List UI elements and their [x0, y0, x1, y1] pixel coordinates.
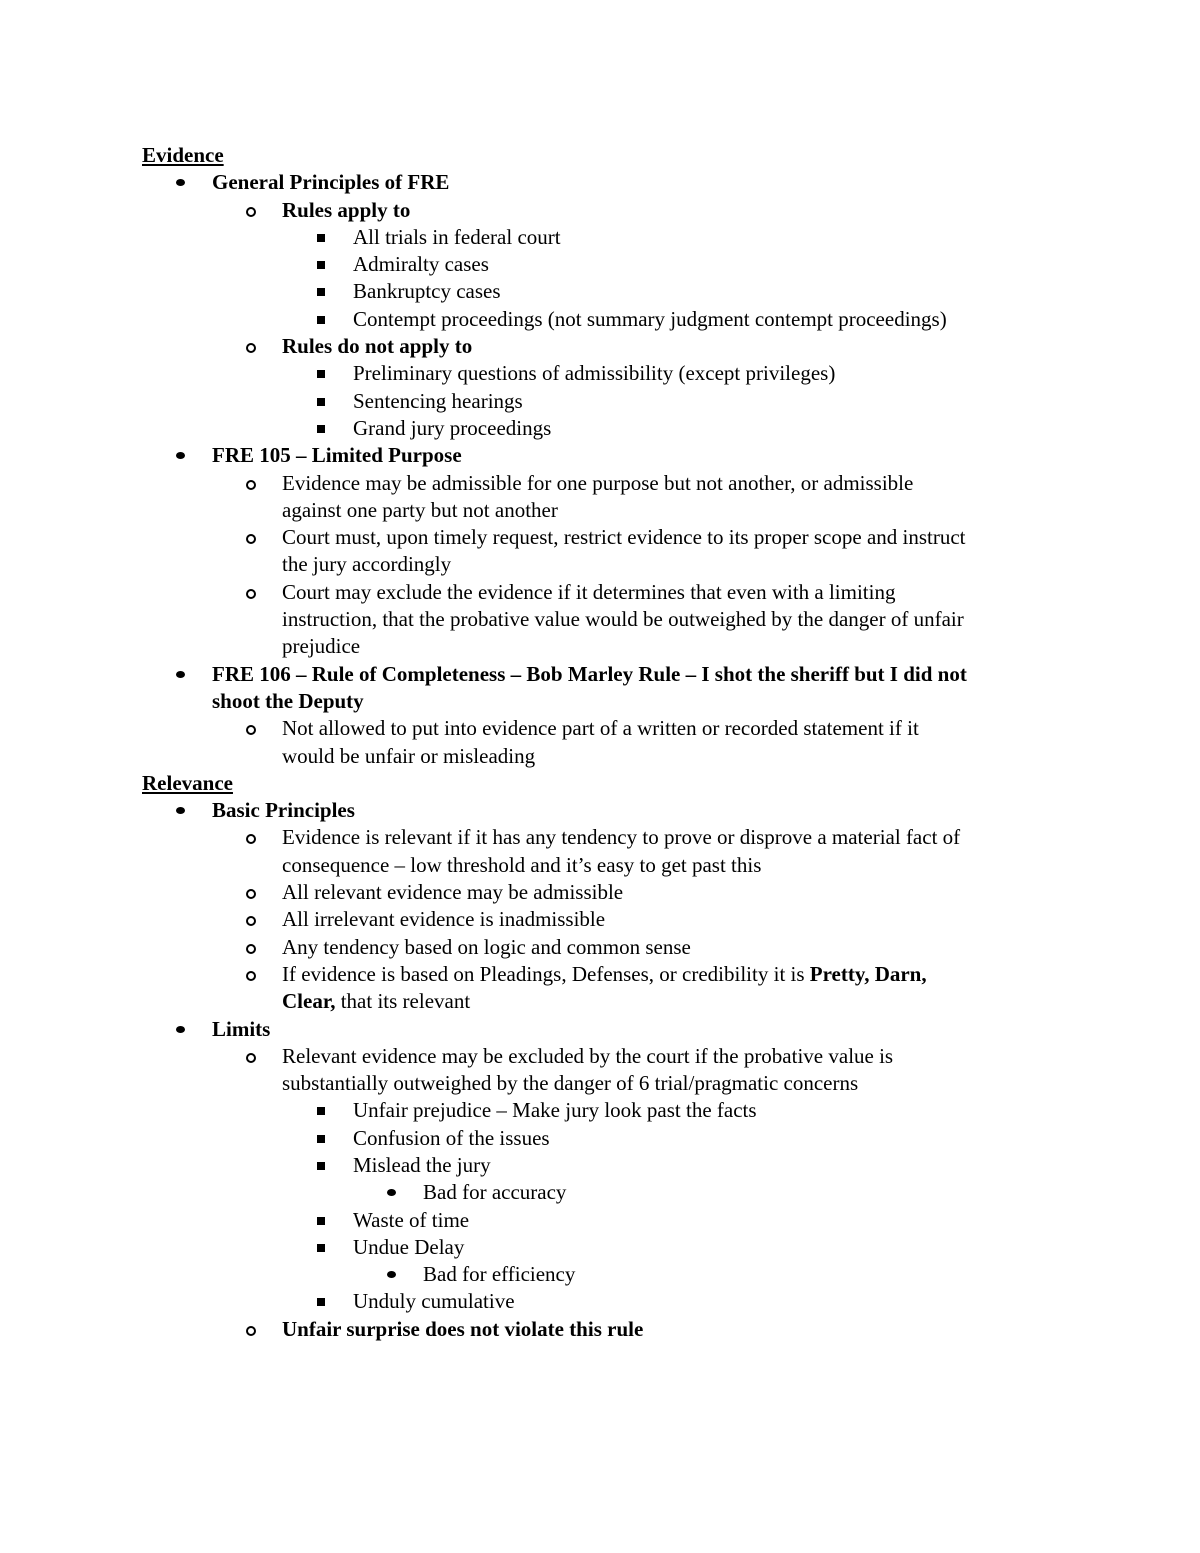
list-item-continuation: Clear, that its relevant	[282, 989, 471, 1014]
list-item: Bad for accuracy	[142, 1179, 1072, 1206]
bullet-square-icon	[317, 288, 325, 296]
list-item: Any tendency based on logic and common sense	[142, 934, 1072, 961]
list-item: Mislead the jury	[142, 1152, 1072, 1179]
bullet-dot-icon	[176, 179, 185, 186]
list-item: All trials in federal court	[142, 224, 1072, 251]
list-item-continuation: substantially outweighed by the danger of 6 trial/pragmatic concerns	[282, 1071, 859, 1096]
bullet-circle-icon	[246, 1326, 256, 1336]
bullet-dot-icon	[176, 671, 185, 678]
bullet-square-icon	[317, 234, 325, 242]
bullet-square-icon	[317, 261, 325, 269]
list-item-continuation: would be unfair or misleading	[282, 743, 536, 768]
bullet-square-icon	[317, 398, 325, 406]
bullet-dot-icon	[176, 1026, 185, 1033]
list-item: Contempt proceedings (not summary judgment contempt proceedings)	[142, 306, 1072, 333]
bullet-square-icon	[317, 1244, 325, 1252]
list-item-pdc: If evidence is based on Pleadings, Defenses, or credibility it is Pretty, Darn,	[142, 961, 1072, 988]
list-item: Confusion of the issues	[142, 1125, 1072, 1152]
bullet-circle-icon	[246, 534, 256, 544]
list-item: Court may exclude the evidence if it determines that even with a limiting	[142, 579, 1072, 606]
bullet-square-icon	[317, 1135, 325, 1143]
bullet-circle-icon	[246, 834, 256, 844]
list-item: Unduly cumulative	[142, 1288, 1072, 1315]
list-item: Bankruptcy cases	[142, 278, 1072, 305]
item-rules-not-apply: Rules do not apply to	[142, 333, 1072, 360]
heading-relevance: Relevance	[142, 770, 233, 795]
bullet-dot-icon	[387, 1189, 396, 1196]
item-general-principles: General Principles of FRE	[142, 169, 1072, 196]
bullet-circle-icon	[246, 207, 256, 217]
list-item-continuation: the jury accordingly	[282, 552, 452, 577]
item-fre-106-continuation: shoot the Deputy	[212, 688, 364, 713]
bullet-square-icon	[317, 425, 325, 433]
list-item: Unfair prejudice – Make jury look past the facts	[142, 1097, 1072, 1124]
bullet-circle-icon	[246, 343, 256, 353]
list-item: Waste of time	[142, 1207, 1072, 1234]
bullet-circle-icon	[246, 1053, 256, 1063]
bullet-circle-icon	[246, 916, 256, 926]
list-item: Undue Delay	[142, 1234, 1072, 1261]
bullet-dot-icon	[176, 452, 185, 459]
bullet-square-icon	[317, 316, 325, 324]
list-item: Admiralty cases	[142, 251, 1072, 278]
bullet-circle-icon	[246, 944, 256, 954]
bullet-square-icon	[317, 1162, 325, 1170]
outline-document	[142, 142, 1072, 1343]
list-item: Sentencing hearings	[142, 388, 1072, 415]
list-item: Evidence is relevant if it has any tendency to prove or disprove a material fact of	[142, 824, 1072, 851]
item-rules-apply: Rules apply to	[142, 197, 1072, 224]
list-item: Evidence may be admissible for one purpose but not another, or admissible	[142, 470, 1072, 497]
bullet-square-icon	[317, 370, 325, 378]
list-item-continuation: against one party but not another	[282, 497, 558, 522]
item-unfair-surprise: Unfair surprise does not violate this rule	[142, 1316, 1072, 1343]
list-item-continuation: prejudice	[282, 634, 361, 659]
bullet-circle-icon	[246, 589, 256, 599]
list-item: Bad for efficiency	[142, 1261, 1072, 1288]
list-item: All irrelevant evidence is inadmissible	[142, 906, 1072, 933]
bullet-dot-icon	[387, 1271, 396, 1278]
bullet-square-icon	[317, 1107, 325, 1115]
bullet-circle-icon	[246, 725, 256, 735]
list-item: All relevant evidence may be admissible	[142, 879, 1072, 906]
bullet-circle-icon	[246, 889, 256, 899]
bullet-square-icon	[317, 1217, 325, 1225]
list-item: Not allowed to put into evidence part of a written or recorded statement if it	[142, 715, 1072, 742]
list-item: Grand jury proceedings	[142, 415, 1072, 442]
list-item-continuation: instruction, that the probative value would be outweighed by the danger of unfair	[282, 607, 964, 632]
list-item: Preliminary questions of admissibility (except privileges)	[142, 360, 1072, 387]
item-fre-105: FRE 105 – Limited Purpose	[142, 442, 1072, 469]
bullet-circle-icon	[246, 480, 256, 490]
heading-evidence: Evidence	[142, 143, 224, 167]
list-item: Relevant evidence may be excluded by the court if the probative value is	[142, 1043, 1072, 1070]
bullet-circle-icon	[246, 971, 256, 981]
list-item: Court must, upon timely request, restrict evidence to its proper scope and instruct	[142, 524, 1072, 551]
item-limits: Limits	[142, 1016, 1072, 1043]
item-basic-principles: Basic Principles	[142, 797, 1072, 824]
item-fre-106: FRE 106 – Rule of Completeness – Bob Marley Rule – I shot the sheriff but I did not	[142, 661, 1072, 688]
bullet-dot-icon	[176, 807, 185, 814]
bullet-square-icon	[317, 1298, 325, 1306]
list-item-continuation: consequence – low threshold and it’s easy to get past this	[282, 852, 762, 877]
